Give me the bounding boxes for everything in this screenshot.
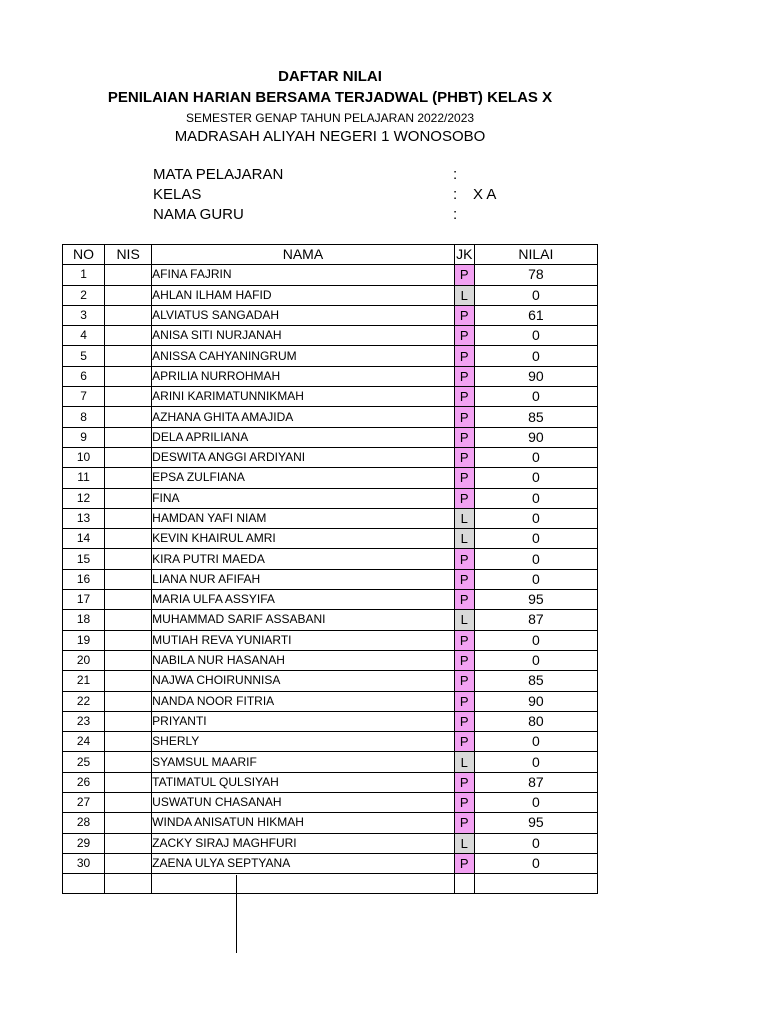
cell-nis	[105, 671, 152, 691]
semester-line: SEMESTER GENAP TAHUN PELAJARAN 2022/2023	[185, 111, 475, 125]
divider-line	[236, 875, 237, 953]
table-row	[63, 387, 598, 407]
cell-nama: SHERLY	[152, 732, 455, 752]
cell-jk: L	[454, 508, 474, 528]
table-row	[63, 590, 598, 610]
cell-nama: ANISSA CAHYANINGRUM	[152, 346, 455, 366]
table-row	[63, 265, 598, 285]
cell-no: 26	[63, 772, 105, 792]
cell-jk: P	[454, 711, 474, 731]
table-row	[63, 853, 598, 873]
cell-no: 4	[63, 326, 105, 346]
cell-no-empty	[63, 874, 105, 894]
cell-nilai: 90	[474, 366, 597, 386]
cell-nis	[105, 833, 152, 853]
cell-nilai: 0	[474, 468, 597, 488]
cell-nilai: 0	[474, 853, 597, 873]
table-header-row	[63, 245, 598, 265]
cell-no: 21	[63, 671, 105, 691]
cell-nis	[105, 305, 152, 325]
cell-jk: L	[454, 285, 474, 305]
cell-no: 20	[63, 650, 105, 670]
info-subject	[153, 166, 473, 183]
cell-nilai: 0	[474, 285, 597, 305]
table-row	[63, 752, 598, 772]
cell-no: 24	[63, 732, 105, 752]
cell-nilai: 85	[474, 407, 597, 427]
table-row	[63, 793, 598, 813]
school-name: MADRASAH ALIYAH NEGERI 1 WONOSOBO	[174, 128, 486, 145]
cell-nama: DESWITA ANGGI ARDIYANI	[152, 447, 455, 467]
info-class	[153, 186, 496, 203]
header-jk: JK	[454, 245, 474, 265]
cell-no: 14	[63, 529, 105, 549]
cell-nilai: 0	[474, 732, 597, 752]
cell-nilai: 78	[474, 265, 597, 285]
cell-jk: L	[454, 610, 474, 630]
teacher-label: NAMA GURU	[153, 206, 244, 223]
cell-jk: P	[454, 671, 474, 691]
table-row	[63, 549, 598, 569]
cell-jk: L	[454, 833, 474, 853]
subject-label: MATA PELAJARAN	[153, 166, 284, 183]
table-body	[63, 265, 598, 894]
table-row	[63, 569, 598, 589]
cell-nis	[105, 610, 152, 630]
cell-nama: ZACKY SIRAJ MAGHFURI	[152, 833, 455, 853]
table-row	[63, 529, 598, 549]
cell-no: 17	[63, 590, 105, 610]
cell-nis	[105, 569, 152, 589]
info-teacher	[153, 206, 473, 223]
cell-nama: MUTIAH REVA YUNIARTI	[152, 630, 455, 650]
cell-jk: P	[454, 772, 474, 792]
cell-jk: P	[454, 691, 474, 711]
cell-nilai: 0	[474, 833, 597, 853]
table-row	[63, 772, 598, 792]
cell-jk: P	[454, 488, 474, 508]
cell-nilai: 87	[474, 610, 597, 630]
cell-nis	[105, 407, 152, 427]
cell-nama: HAMDAN YAFI NIAM	[152, 508, 455, 528]
header-nama: NAMA	[152, 245, 455, 265]
table-row	[63, 447, 598, 467]
cell-jk: P	[454, 793, 474, 813]
cell-nilai: 0	[474, 549, 597, 569]
cell-nilai: 0	[474, 447, 597, 467]
cell-nis	[105, 468, 152, 488]
cell-no: 5	[63, 346, 105, 366]
class-value: X A	[473, 186, 497, 203]
cell-no: 18	[63, 610, 105, 630]
cell-nama: NAJWA CHOIRUNNISA	[152, 671, 455, 691]
cell-nama: KEVIN KHAIRUL AMRI	[152, 529, 455, 549]
cell-nis	[105, 285, 152, 305]
cell-nama: AZHANA GHITA AMAJIDA	[152, 407, 455, 427]
cell-jk: L	[454, 529, 474, 549]
cell-nama: AFINA FAJRIN	[152, 265, 455, 285]
cell-jk: P	[454, 326, 474, 346]
cell-jk: P	[454, 366, 474, 386]
cell-nis	[105, 813, 152, 833]
cell-nama: FINA	[152, 488, 455, 508]
cell-no: 1	[63, 265, 105, 285]
cell-no: 25	[63, 752, 105, 772]
cell-no: 22	[63, 691, 105, 711]
cell-nis	[105, 691, 152, 711]
cell-nilai: 85	[474, 671, 597, 691]
cell-no: 12	[63, 488, 105, 508]
cell-nis	[105, 508, 152, 528]
cell-nis	[105, 590, 152, 610]
cell-nis	[105, 732, 152, 752]
cell-no: 16	[63, 569, 105, 589]
header-nilai: NILAI	[474, 245, 597, 265]
cell-nama: TATIMATUL QULSIYAH	[152, 772, 455, 792]
cell-nis	[105, 366, 152, 386]
cell-nilai: 0	[474, 569, 597, 589]
cell-nis	[105, 387, 152, 407]
table-row	[63, 427, 598, 447]
table-row	[63, 346, 598, 366]
table-row	[63, 488, 598, 508]
table-row	[63, 366, 598, 386]
cell-no: 15	[63, 549, 105, 569]
cell-jk: P	[454, 387, 474, 407]
cell-jk: P	[454, 813, 474, 833]
cell-nilai: 0	[474, 326, 597, 346]
cell-nama: EPSA ZULFIANA	[152, 468, 455, 488]
cell-no: 28	[63, 813, 105, 833]
table-row	[63, 407, 598, 427]
header-no: NO	[63, 245, 105, 265]
subject-colon: :	[453, 166, 458, 183]
cell-nama: PRIYANTI	[152, 711, 455, 731]
cell-no: 29	[63, 833, 105, 853]
table-row	[63, 650, 598, 670]
table-row	[63, 711, 598, 731]
cell-nama: APRILIA NURROHMAH	[152, 366, 455, 386]
document-title: DAFTAR NILAI	[278, 68, 382, 85]
cell-nis	[105, 265, 152, 285]
cell-nilai: 0	[474, 529, 597, 549]
cell-no: 6	[63, 366, 105, 386]
document-subtitle: PENILAIAN HARIAN BERSAMA TERJADWAL (PHBT) KELAS X	[107, 89, 553, 106]
cell-no: 8	[63, 407, 105, 427]
cell-no: 3	[63, 305, 105, 325]
table-row	[63, 691, 598, 711]
cell-nilai: 95	[474, 590, 597, 610]
cell-nis	[105, 529, 152, 549]
cell-nilai: 61	[474, 305, 597, 325]
cell-nama: SYAMSUL MAARIF	[152, 752, 455, 772]
cell-no: 2	[63, 285, 105, 305]
cell-nis	[105, 853, 152, 873]
cell-nama-empty	[152, 874, 455, 894]
cell-nilai: 0	[474, 387, 597, 407]
cell-nis	[105, 447, 152, 467]
table-row	[63, 305, 598, 325]
class-colon: :	[453, 186, 458, 203]
cell-jk: P	[454, 305, 474, 325]
cell-nama: USWATUN CHASANAH	[152, 793, 455, 813]
cell-nilai: 0	[474, 488, 597, 508]
cell-jk: P	[454, 732, 474, 752]
cell-nama: MUHAMMAD SARIF ASSABANI	[152, 610, 455, 630]
table-row	[63, 671, 598, 691]
cell-jk: P	[454, 650, 474, 670]
table-row-blank	[63, 874, 598, 894]
cell-nama: KIRA PUTRI MAEDA	[152, 549, 455, 569]
cell-jk: P	[454, 630, 474, 650]
table-row	[63, 326, 598, 346]
cell-nama: DELA APRILIANA	[152, 427, 455, 447]
cell-jk: P	[454, 265, 474, 285]
cell-nilai: 87	[474, 772, 597, 792]
cell-jk: P	[454, 447, 474, 467]
cell-no: 10	[63, 447, 105, 467]
cell-nis	[105, 752, 152, 772]
table-row	[63, 468, 598, 488]
cell-no: 11	[63, 468, 105, 488]
cell-nilai-empty	[474, 874, 597, 894]
cell-jk: P	[454, 407, 474, 427]
cell-nama: ZAENA ULYA SEPTYANA	[152, 853, 455, 873]
cell-nilai: 0	[474, 752, 597, 772]
cell-no: 30	[63, 853, 105, 873]
cell-nis-empty	[105, 874, 152, 894]
cell-nilai: 90	[474, 691, 597, 711]
cell-nis	[105, 772, 152, 792]
cell-nis	[105, 488, 152, 508]
cell-nilai: 0	[474, 346, 597, 366]
cell-nama: ARINI KARIMATUNNIKMAH	[152, 387, 455, 407]
cell-nilai: 95	[474, 813, 597, 833]
cell-nilai: 80	[474, 711, 597, 731]
table-row	[63, 630, 598, 650]
table-row	[63, 732, 598, 752]
cell-nama: NANDA NOOR FITRIA	[152, 691, 455, 711]
cell-jk: P	[454, 427, 474, 447]
table-row	[63, 833, 598, 853]
table-row	[63, 813, 598, 833]
table-row	[63, 508, 598, 528]
cell-no: 9	[63, 427, 105, 447]
cell-nis	[105, 346, 152, 366]
cell-nis	[105, 549, 152, 569]
cell-jk: P	[454, 590, 474, 610]
table-row	[63, 285, 598, 305]
cell-jk: P	[454, 853, 474, 873]
cell-jk: P	[454, 346, 474, 366]
cell-nama: ALVIATUS SANGADAH	[152, 305, 455, 325]
cell-nis	[105, 711, 152, 731]
cell-no: 27	[63, 793, 105, 813]
cell-nama: ANISA SITI NURJANAH	[152, 326, 455, 346]
cell-nis	[105, 650, 152, 670]
cell-nilai: 0	[474, 793, 597, 813]
cell-nis	[105, 630, 152, 650]
cell-jk-empty	[454, 874, 474, 894]
cell-no: 19	[63, 630, 105, 650]
cell-nilai: 0	[474, 630, 597, 650]
cell-nama: MARIA ULFA ASSYIFA	[152, 590, 455, 610]
cell-nama: NABILA NUR HASANAH	[152, 650, 455, 670]
grades-table	[62, 244, 598, 894]
cell-no: 13	[63, 508, 105, 528]
class-label: KELAS	[153, 186, 202, 203]
cell-nis	[105, 793, 152, 813]
header-nis: NIS	[105, 245, 152, 265]
cell-jk: L	[454, 752, 474, 772]
cell-nilai: 0	[474, 508, 597, 528]
cell-nis	[105, 326, 152, 346]
cell-nama: WINDA ANISATUN HIKMAH	[152, 813, 455, 833]
cell-nilai: 90	[474, 427, 597, 447]
cell-jk: P	[454, 468, 474, 488]
cell-nilai: 0	[474, 650, 597, 670]
cell-nama: LIANA NUR AFIFAH	[152, 569, 455, 589]
cell-nama: AHLAN ILHAM HAFID	[152, 285, 455, 305]
cell-nis	[105, 427, 152, 447]
cell-jk: P	[454, 569, 474, 589]
cell-jk: P	[454, 549, 474, 569]
cell-no: 7	[63, 387, 105, 407]
cell-no: 23	[63, 711, 105, 731]
teacher-colon: :	[453, 206, 458, 223]
table-row	[63, 610, 598, 630]
